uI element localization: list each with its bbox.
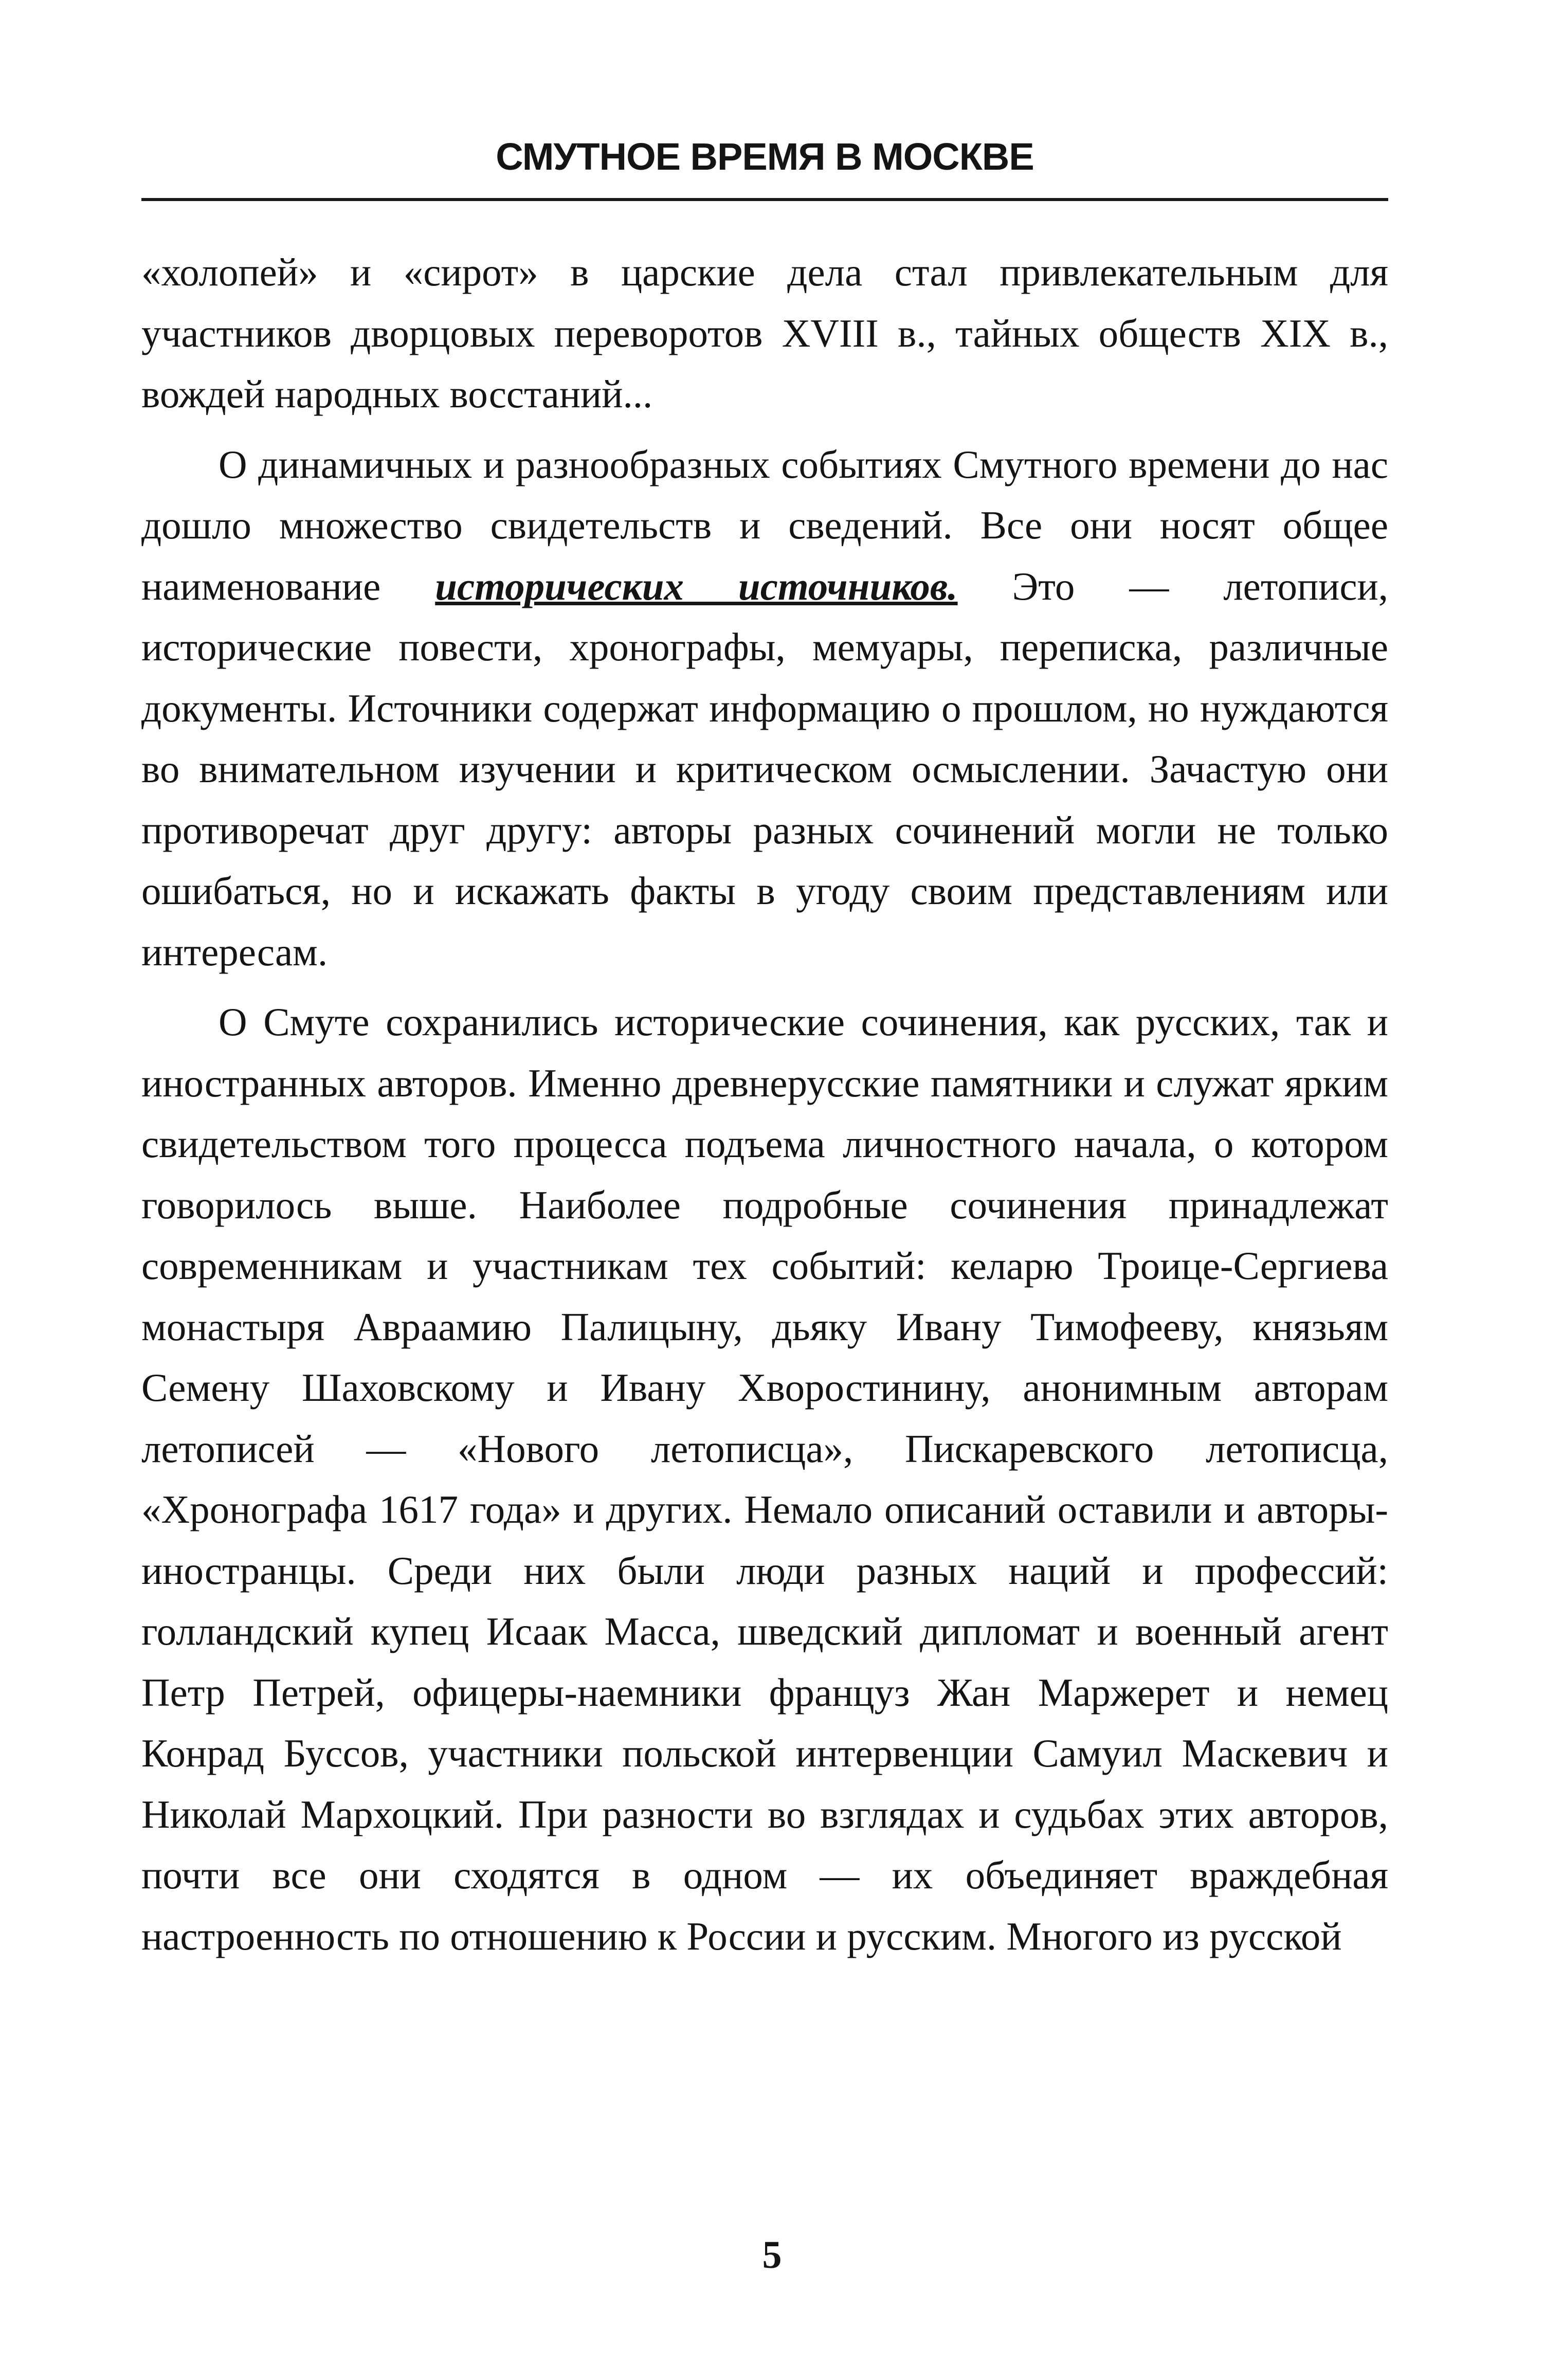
paragraph-1: «холопей» и «сирот» в царские дела стал привлекательным для участников дворцовых переворотов XVIII в., тайных обществ XIX в., вождей народных восстаний... bbox=[141, 250, 1388, 416]
paragraph-2 bbox=[141, 434, 1388, 983]
paragraph-2-lead: О динамичных и разнообразных событиях Смутного времени до нас дошло множество свидетельств и сведений. Все они носят общее наименование bbox=[141, 442, 1388, 608]
paragraph-3: О Смуте сохранились исторические сочинения, как русских, так и иностранных авторов. Именно древнерусские памятники и служат ярким свидетельством того процесса подъема личностного начала, о котором говорилось выше. Наиболее подробные сочинения принадлежат современникам и участникам тех событий: келарю Троице-Сергиева монастыря Авраамию Палицыну, дьяку Ивану Тимофееву, князьям Семену Шаховскому и Ивану Хворостинину, анонимным авторам летописей — «Нового летописца», Пискаревского летописца, «Хронографа 1617 года» и других. Немало описаний оставили и авторы-иностранцы. Среди них были люди разных наций и профессий: голландский купец Исаак Масса, шведский дипломат и военный агент Петр Петрей, офицеры-наемники француз Жан Маржерет и немец Конрад Буссов, участники польской интервенции Самуил Маскевич и Николай Мархоцкий. При разности во взглядах и судьбах этих авторов, почти все они сходятся в одном — их объединяет враждебная настроенность по отношению к России и русским. Многого из русской bbox=[141, 1000, 1388, 1958]
running-header-title: СМУТНОЕ ВРЕМЯ В МОСКВЕ bbox=[496, 135, 1034, 178]
paragraph-2-rest: Это — летописи, исторические повести, хронографы, мемуары, переписка, различные документы. Источники содержат информацию о прошлом, но нуждаются во внимательном изучении и критическом осмыслении. Зачастую они противоречат друг другу: авторы разных сочинений могли не только ошибаться, но и искажать факты в угоду своим представлениям или интересам. bbox=[141, 564, 1388, 974]
main-text-block bbox=[141, 242, 1388, 1967]
header-divider bbox=[141, 198, 1388, 201]
page-number: 5 bbox=[762, 2233, 782, 2277]
emphasized-term: исторических источников. bbox=[435, 564, 958, 608]
